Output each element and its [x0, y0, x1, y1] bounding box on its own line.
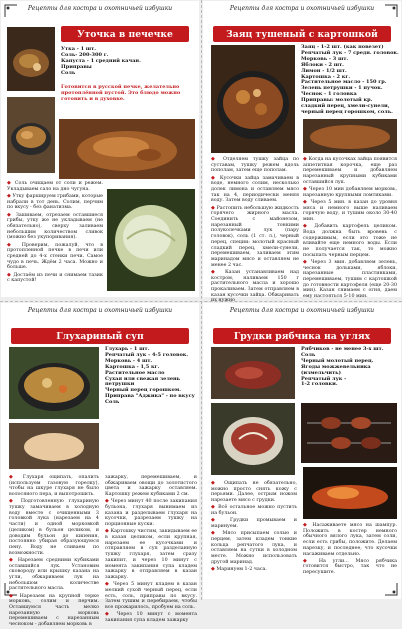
- recipe-steps: ◆ Соль очищаем от соли и режем. Укладываем сало на дно чугуна. ◆ Утку фаршируем грибами, которые набрали в тот день. Солим, перчим по вкусу - без фанатизма. ◆ Зашиваем, отрезаем оставшиеся грибы, утку же не укладываем (не обязательно), сверху заливаем небольшим количеством сливок (можно без укупоривания). ◆ Проверим, пожалуй, что в протопленной печке в печи или средней до 4-х стенки печи. Самое чудо в печь. Ждём 2 часа. Можно и больше. ◆ Достаём из печи и снимаем тазик с капустой!: [7, 180, 103, 284]
- bullet-icon: ◆: [303, 156, 307, 162]
- grouse-photo: [9, 423, 99, 469]
- recipe-steps-left: ◆ Отделяем тушку зайца по суставам, тушку режем вдоль пополам, затем еще пополам. ◆ Кусочки зайца замачиваем в воде, немного солим, несколько долек лимона и оставляем мясо так на 4, периодически меняя воду. Затем воду сливаем. ◆ Растопить небольшую жидкость горячего жирного масла. Соединить с майонезом, нарезанный тонкими полуколечками лук (пару головок), соль (1 ст. л.), черный перец, специи: молотый красный сладкий перец, хмели-сунели, перемешиваем, заливаем этим маринадом мясо и оставляем не менее 2 час. ◆ Казан устанавливаем над костром, наливаем 150 г растительного масла и хорошо прокаливаем. Затем отправляем в казан кусочки зайца. Обжаривать их нужно: [211, 156, 299, 304]
- running-head: Рецепты для костра и охотничьей избушки: [229, 307, 375, 314]
- bullet-icon: ◆: [303, 557, 313, 564]
- bullet-icon: ◆: [303, 522, 309, 528]
- recipe-title: Заяц тушеный с картошкой: [213, 26, 391, 42]
- bullet-icon: ◆: [7, 211, 13, 218]
- ingredients-list: Рябчиков - не менее 3-х шт. Соль Черный молотый перец. Ягоды можжевельника (измельчить) Репчатый лук - 1-2 головки.: [301, 346, 384, 388]
- recipe-steps-left: ◆ Глухаря ощипать, опалить (используем газовую горелку), чтобы на шкуре глухаря не было волосяного пера, и выпотрошить. ◆ Подготовленную глухариную тушку замачиваем в холодную воду вместе с очищенными 3 головкой лука (нарезаем на 4 части) и одной морковкой (целиком) в бульон целиком, и доводим бульон до кипения, постоянно убирая образующуюся пену. Воду не сливаем по возможности. ◆ Нарезаем средними кубиками оставшийся лук. Установим сковороду или крышку казана на угли, обжариваем лук на небольшом количестве растительного масла. ◆ Нарезаем на крупной терке морковь, солим и перчим. Оставшуюся часть мелко нарезанную морковь перемешиваем с нарезанным чесноком - добавляем морковь в: [9, 474, 99, 628]
- bullet-icon: ◆: [303, 258, 309, 265]
- hare-stew-photo: [211, 45, 295, 153]
- bullet-icon: ◆: [211, 517, 222, 524]
- bullet-icon: ◆: [211, 530, 218, 537]
- recipe-page-grouse: [203, 303, 401, 599]
- duck-dish-photo: [7, 97, 55, 173]
- bullet-icon: ◆: [211, 268, 220, 275]
- bullet-icon: ◆: [9, 498, 17, 505]
- ingredients-list: Утка - 1 шт. Соль- 200-300 г. Капуста - 1 средний качан. Приправы Соль: [61, 46, 141, 76]
- bullet-icon: ◆: [211, 504, 216, 511]
- bullet-icon: ◆: [303, 186, 308, 193]
- bullet-icon: ◆: [105, 528, 109, 535]
- recipe-page-duck: [1, 1, 199, 297]
- grouse-skewers-photo: [301, 403, 397, 463]
- bullet-icon: ◆: [211, 565, 215, 572]
- cabbage-photo: [107, 189, 195, 291]
- recipe-page-soup: [1, 303, 199, 628]
- bullet-icon: ◆: [7, 180, 13, 186]
- grouse-raw-photo: [211, 347, 295, 399]
- soup-pot-photo: [9, 347, 99, 419]
- recipe-note: Готовится в русской печке, желательно протоплённой пустой. Это блюдо можно готовить и в духовке.: [61, 84, 181, 102]
- bullet-icon: ◆: [211, 480, 219, 486]
- bullet-icon: ◆: [9, 474, 18, 480]
- recipe-steps-right: зажарку, перемешиваем, и обжариваем овощи до золотистого цвета и зажарку оставляем. Картошку режем кубиками 2 см. ◆ Через минут 40 после закипания бульона, глухаря вынимаем из казана и разделываем глухаря на кусочки, разрезаем тушку на порционные куски. ◆ Картошку чистим, закидываем ее в казан целиком, если крупная, нарезаем ее кусочками и отправляем в суп разделанную тушку глухаря, затем сразу закипит, и через 10 минут с момента закипания супа кладем зажарку в отправляем в казан зажарку. ◆ Через 5 минут кладем в казан мелкий сухой черный перец, если есть, соль, приправы по вкусу. Затем тушим и перебираем, чтобы все прожарилось, пробуем на соль. ◆ Через 10 минут с момента закипания супа кладем зажарку: [105, 475, 197, 623]
- bullet-icon: ◆: [303, 198, 308, 205]
- recipe-title: Уточка в печечке: [61, 26, 189, 42]
- ingredients-list: Глухарь - 1 шт. Репчатый лук - 4-5 головок. Морковь - 4 шт. Картошка - 1,5 кг. Растительное масло Сухая или свежая зелень петрушки Черный перец горошком. Приправа "Аджика" - по вкусу Соль: [105, 346, 195, 406]
- bullet-icon: ◆: [211, 174, 217, 181]
- recipe-title: Глухариный суп: [11, 328, 189, 344]
- recipe-page-hare: [203, 1, 401, 304]
- duck-roasted-photo: [59, 119, 195, 179]
- bullet-icon: ◆: [7, 192, 11, 199]
- bullet-icon: ◆: [211, 156, 219, 162]
- bullet-icon: ◆: [7, 241, 16, 248]
- bullet-icon: ◆: [105, 498, 110, 505]
- bullet-icon: ◆: [303, 223, 310, 230]
- bullet-icon: ◆: [9, 592, 16, 599]
- ingredients-list: Заяц - 1-2 шт. (как повезет) Репчатый лук - 7 средн. головок. Морковь - 3 шт. Яблоки - 2 шт. Лимон - 1/2 шт. Картошка - 2 кг. Растительное масло - 150 гр. Зелень петрушки - 1 пучок. Чеснок - 1 головка Приправы: молотый кр. сладкий перец, хмели-сунели, черный перец горошком, соль.: [301, 44, 399, 115]
- corner-ornament-icon: [384, 582, 398, 596]
- duck-cooking-photo: [7, 27, 55, 91]
- bullet-icon: ◆: [211, 204, 215, 211]
- recipe-steps-left: ◆ Ощипать не обязательно, можно просто снять кожу с перьями. Далее, острым ножом нарезаете мясо с грудки. ◆ Всё остальное можно пустить на бульон. ◆ Грудки промываем и маринуем. ◆ Мясо присыпаем солью и перцем, затем кладем тонкие кольца репчатого лука, и оставляем на сутки в холодном месте. Можно использовать другой маринад. ◆ Маринуем 1-2 часа.: [211, 480, 297, 572]
- recipe-steps-right: ◆ Насаживаете мясо на шампур. Положить в костер немного обычного вялого лука, затем соли, если есть грибы, положите. Делаем нарезку, и последнее, что кусочки насаживаем отдельно. ◆ На угли... Мясо рябчика готовится быстро, так что не пересушите.: [303, 522, 397, 576]
- bullet-icon: ◆: [7, 271, 12, 278]
- recipe-title: Грудки рябчика на углях: [213, 328, 391, 344]
- page-divider-vertical: [201, 0, 202, 600]
- grouse-grill-photo: [303, 467, 397, 519]
- recipe-steps-right: ◆ Когда на кусочках зайца появится аппетитная корочка, еще раз перемешиваем и добавляем нарезанный крупными кубиками оставшийся лук. ◆ Через 10 мин добавляем морковь, нарезанную крупными ломтиками. ◆ Через 5 мин. в казан до уровня мяса и немного выше наливаем горячую воду, и тушим около 30-40 мин. ◆ Добавить картофель целиком. Вода должна быть вровень с содержимым, если это тоже не вливайте еще немного воды. Если не получается так, то можно посыпать черным перцем. ◆ Через 3 мин. добавляем зелень, чеснок дольками, яблоки, нарезанные пластинками, перемешиваем, тушим с картошкой до готовности картофеля (еще 20-30 мин). Казан снимаем с огня, даем ему настояться 5-10 мин.: [303, 156, 397, 300]
- running-head: Рецепты для костра и охотничьей избушки: [27, 5, 173, 12]
- bullet-icon: ◆: [105, 581, 111, 588]
- running-head: Рецепты для костра и охотничьей избушки: [229, 5, 375, 12]
- running-head: Рецепты для костра и охотничьей избушки: [27, 307, 173, 314]
- hare-cooking-photo: [303, 119, 397, 153]
- bullet-icon: ◆: [105, 611, 113, 618]
- grouse-marinade-photo: [211, 403, 295, 475]
- bullet-icon: ◆: [9, 556, 15, 563]
